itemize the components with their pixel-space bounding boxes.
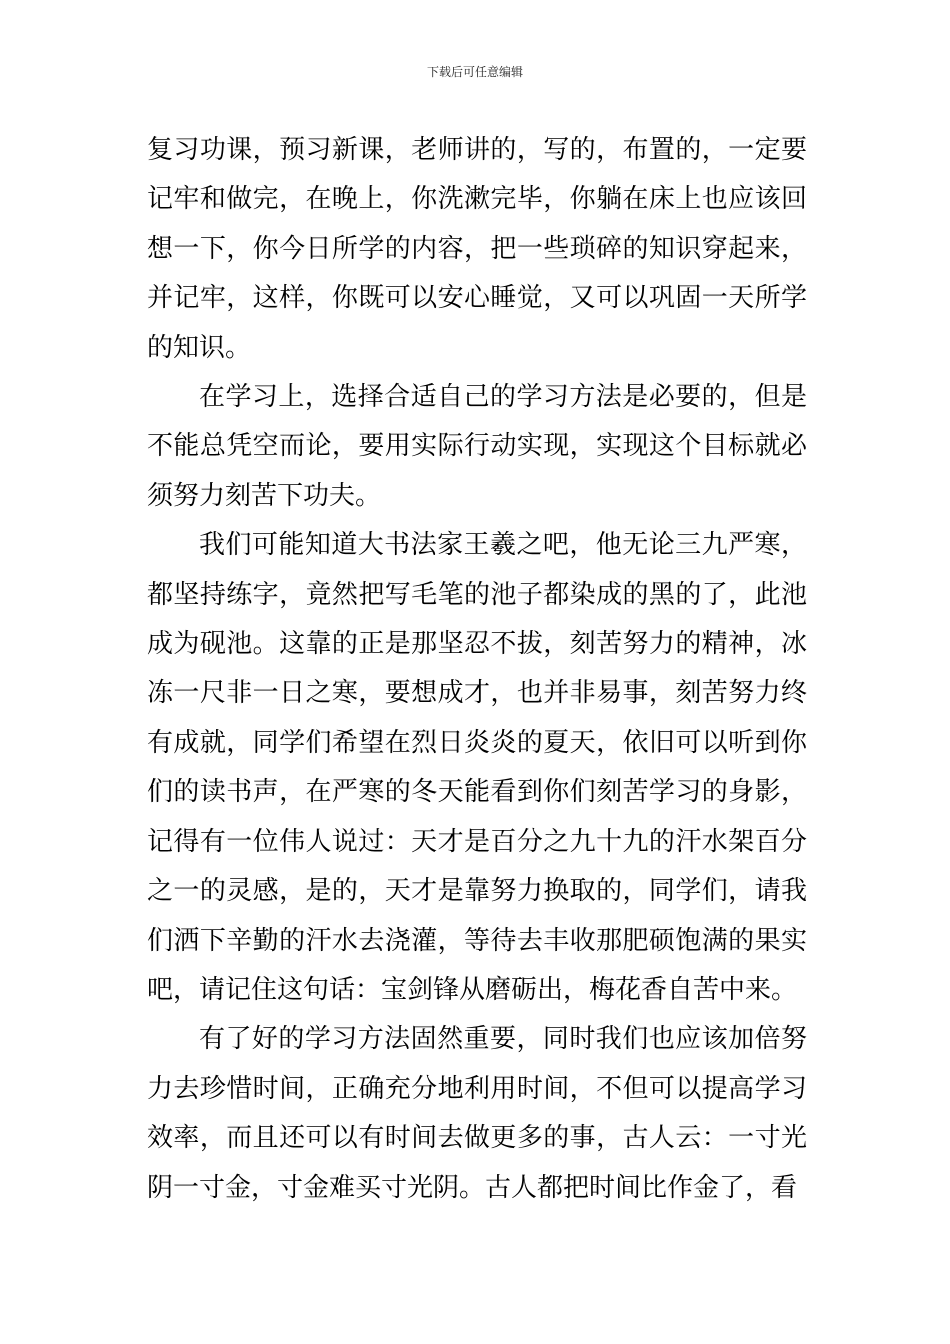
paragraph-cherish-time: 有了好的学习方法固然重要，同时我们也应该加倍努力去珍惜时间，正确充分地利用时间，不但可以提高学习效率，而且还可以有时间去做更多的事，古人云：一寸光阴一寸金，寸金难买寸光阴。古人都把时间比作金了，看 bbox=[147, 1024, 807, 1203]
paragraph-review-lessons: 复习功课，预习新课，老师讲的，写的，布置的，一定要记牢和做完，在晚上，你洗漱完毕，你躺在床上也应该回想一下，你今日所学的内容，把一些琐碎的知识穿起来，并记牢，这样，你既可以安心睡觉，又可以巩固一天所学的知识。 bbox=[147, 135, 807, 363]
page-header-note: 下载后可任意编辑 bbox=[426, 65, 523, 79]
paragraph-wang-xizhi: 我们可能知道大书法家王羲之吧，他无论三九严寒，都坚持练字，竟然把写毛笔的池子都染成的黑的了，此池成为砚池。这靠的正是那坚忍不拔，刻苦努力的精神，冰冻一尺非一日之寒，要想成才，也并非易事，刻苦努力终有成就，同学们希望在烈日炎炎的夏天，依旧可以听到你们的读书声，在严寒的冬天能看到你们刻苦学习的身影，记得有一位伟人说过：天才是百分之九十九的汗水架百分之一的灵感，是的，天才是靠努力换取的，同学们，请我们洒下辛勤的汗水去浇灌，等待去丰收那肥硕饱满的果实吧，请记住这句话：宝剑锋从磨砺出，梅花香自苦中来。 bbox=[147, 530, 807, 1005]
document-body bbox=[147, 126, 807, 1213]
paragraph-study-method: 在学习上，选择合适自己的学习方法是必要的，但是不能总凭空而论，要用实际行动实现，实现这个目标就必须努力刻苦下功夫。 bbox=[147, 382, 807, 511]
